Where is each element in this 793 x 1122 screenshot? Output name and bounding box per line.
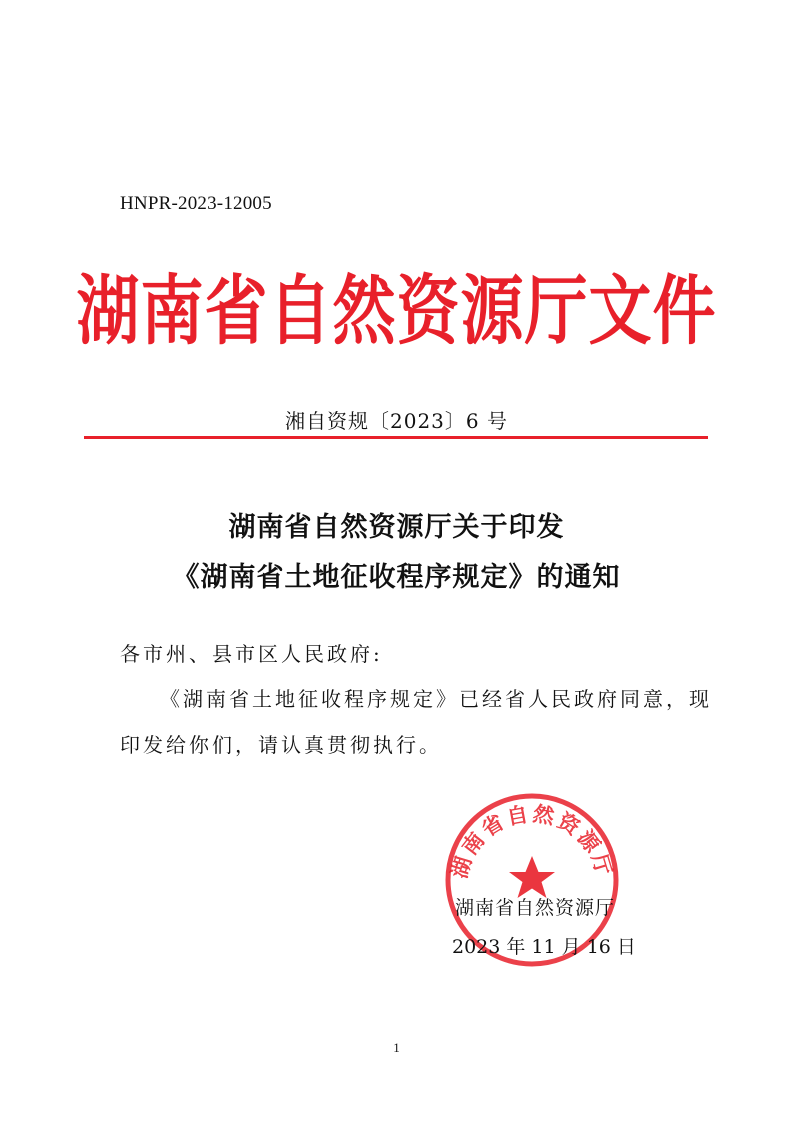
- seal-star-icon: [509, 856, 555, 898]
- body-paragraph-line-2: 印发给你们，请认真贯彻执行。: [120, 733, 442, 757]
- document-code: HNPR-2023-12005: [120, 193, 272, 214]
- document-title-line-2: 《湖南省土地征收程序规定》的通知: [172, 562, 621, 593]
- page-number: 1: [393, 1040, 400, 1055]
- body-paragraph-line-1: 《湖南省土地征收程序规定》已经省人民政府同意，现: [160, 687, 712, 711]
- issuer-signature: 湖南省自然资源厅: [455, 897, 616, 919]
- header-title: 湖南省自然资源厅文件: [76, 267, 717, 356]
- issue-date: 2023 年 11 月 16 日: [452, 936, 636, 958]
- addressee: 各市州、县市区人民政府:: [120, 642, 383, 666]
- document-title-line-1: 湖南省自然资源厅关于印发: [228, 512, 565, 543]
- red-divider-line: [84, 436, 708, 439]
- document-number: 湘自资规〔2023〕6 号: [285, 409, 508, 433]
- svg-text:湖南省自然资源厅: 湖南省自然资源厅: [447, 801, 617, 882]
